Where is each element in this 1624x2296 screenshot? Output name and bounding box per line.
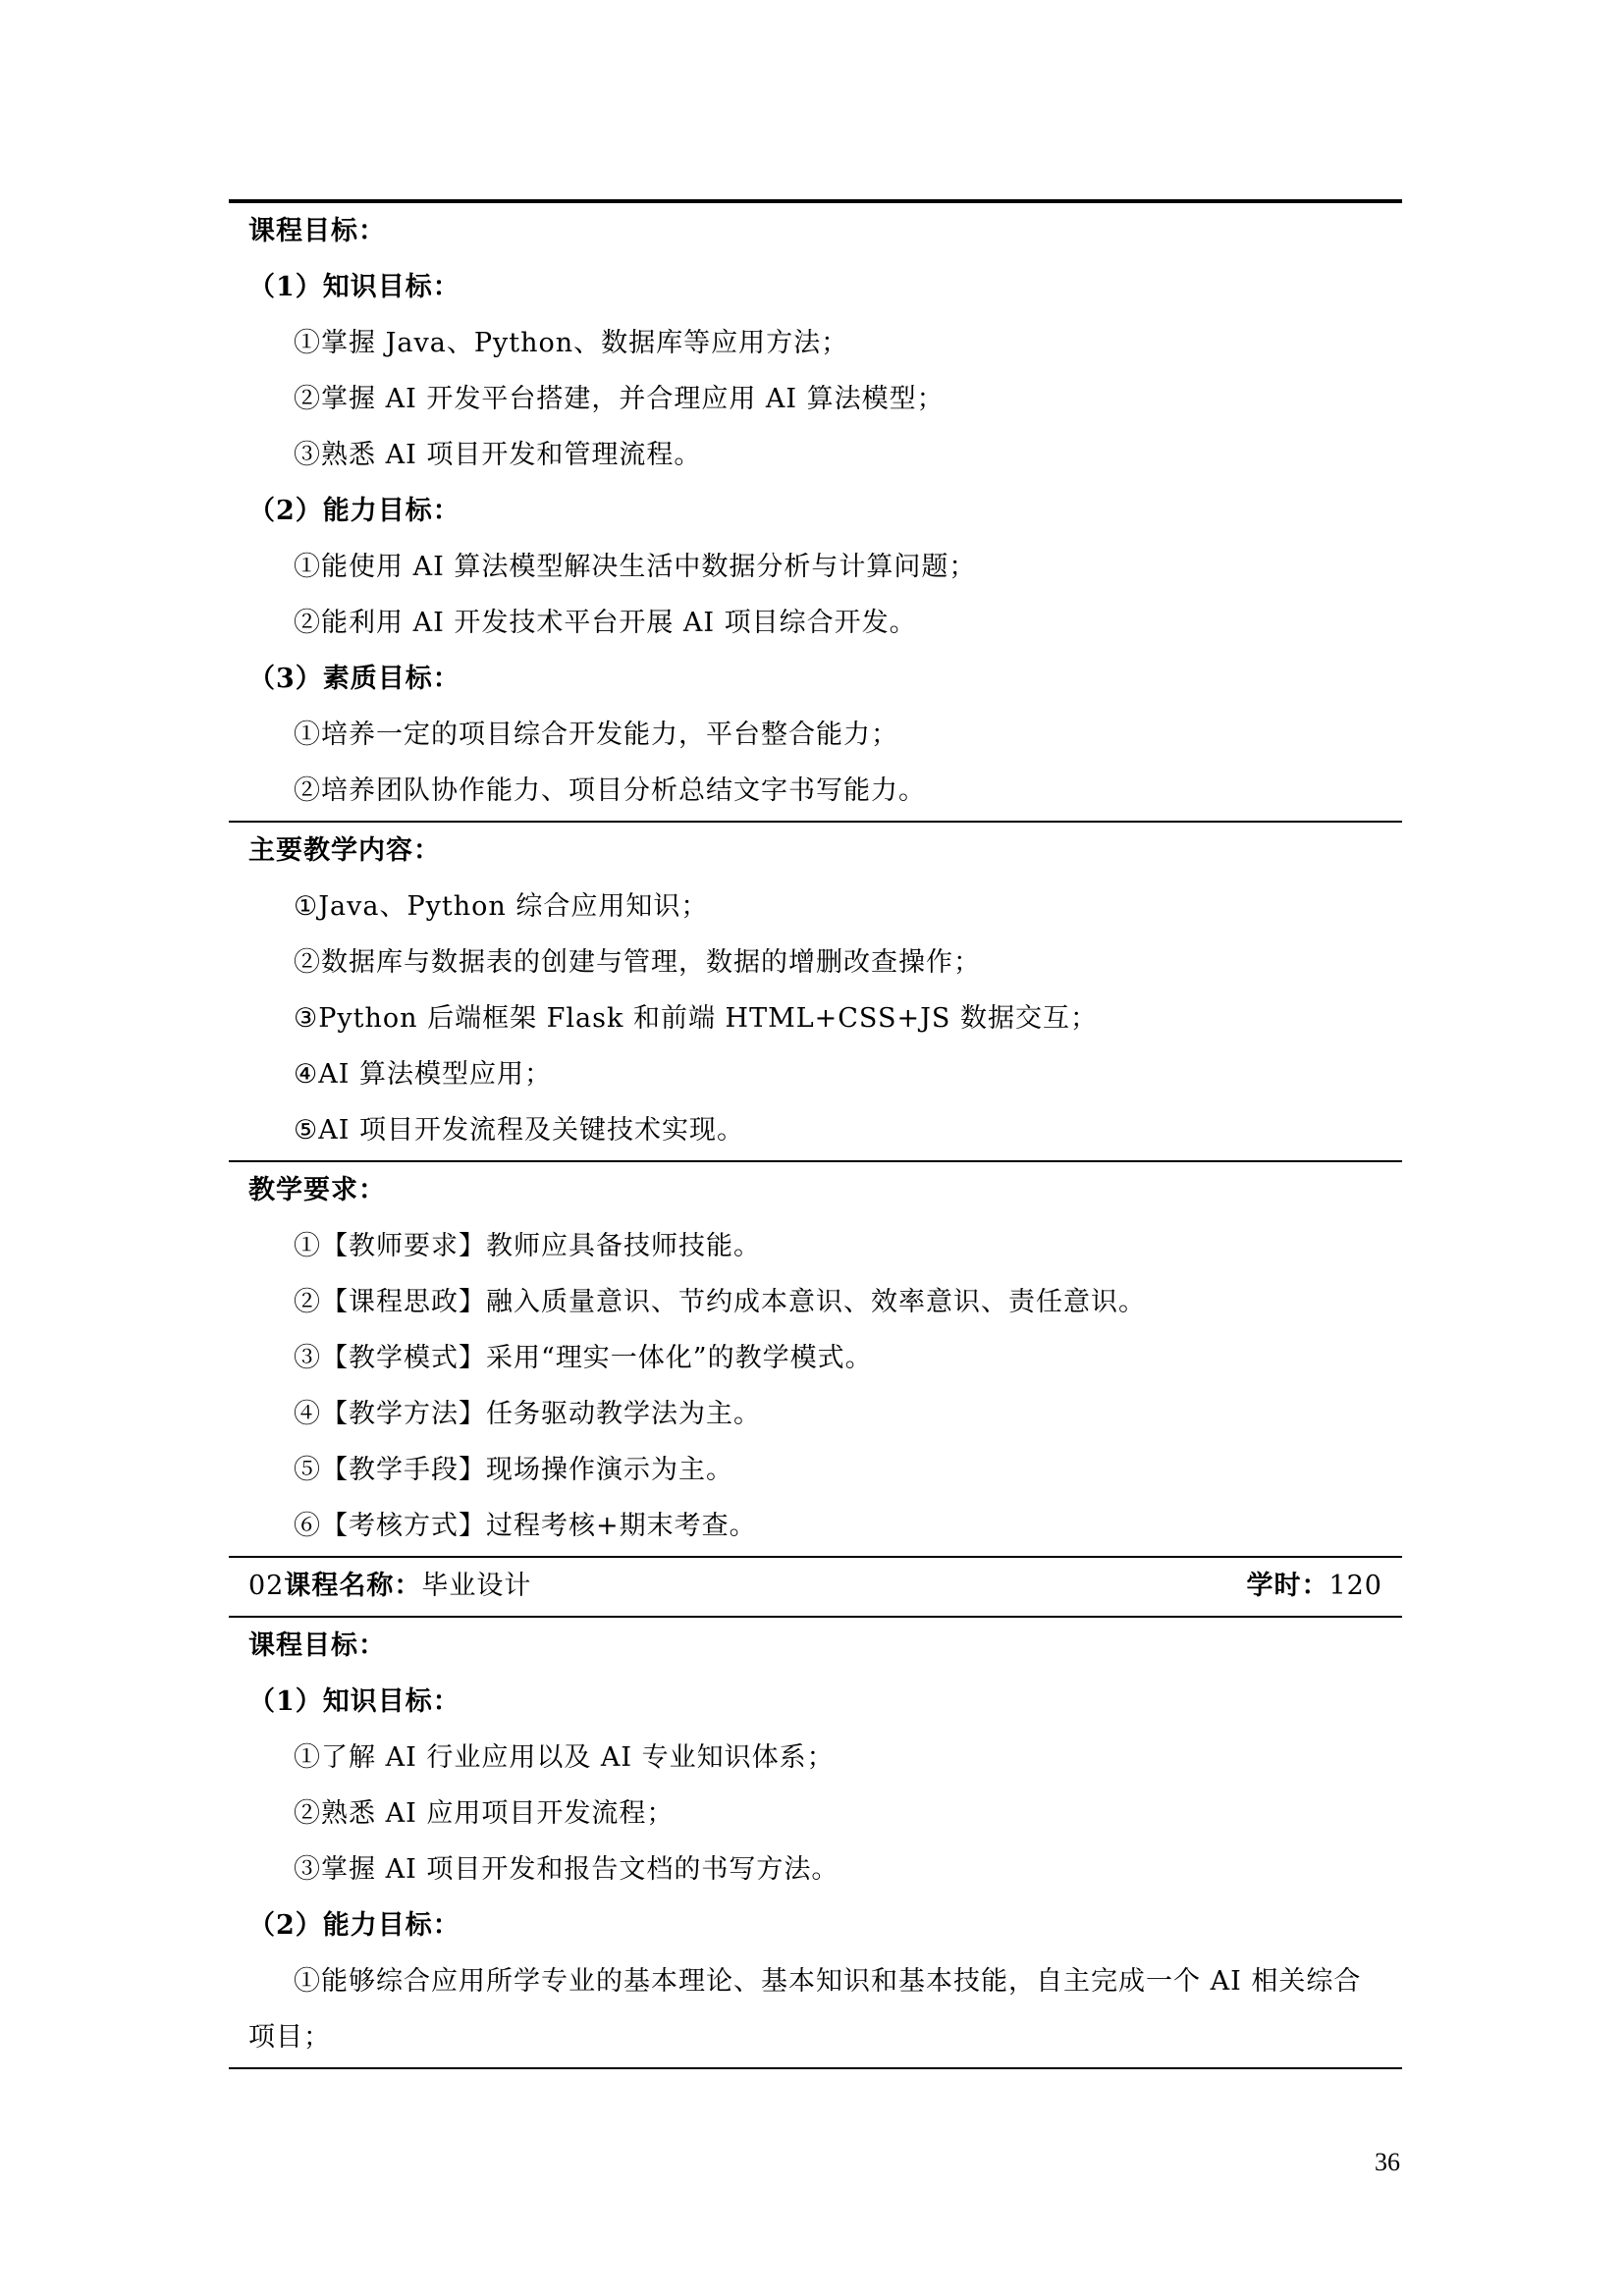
list-item: ②数据库与数据表的创建与管理，数据的增删改查操作； — [294, 947, 981, 978]
list-item: ⑤【教学手段】现场操作演示为主。 — [294, 1455, 733, 1485]
list-item: ③掌握 AI 项目开发和报告文档的书写方法。 — [294, 1854, 839, 1885]
course2-hours — [1246, 1558, 1382, 1614]
course2-hours-label: 学时： — [1246, 1571, 1329, 1601]
list-item: ①能使用 AI 算法模型解决生活中数据分析与计算问题； — [294, 552, 977, 582]
list-item: ①了解 AI 行业应用以及 AI 专业知识体系； — [294, 1742, 835, 1773]
list-item: ③Python 后端框架 Flask 和前端 HTML+CSS+JS 数据交互； — [294, 1003, 1098, 1034]
course2-ability-title: （2）能力目标： — [248, 1910, 460, 1941]
list-item: ②熟悉 AI 应用项目开发流程； — [294, 1798, 675, 1829]
course1-goals-title: 课程目标： — [248, 216, 386, 246]
course2-number: 02 — [248, 1571, 285, 1601]
course2-header-row — [229, 1558, 1402, 1618]
course1-content-section — [229, 823, 1402, 1162]
page-number: 36 — [1375, 2148, 1400, 2176]
list-item: ③熟悉 AI 项目开发和管理流程。 — [294, 440, 702, 470]
course2-goals-title: 课程目标： — [248, 1630, 386, 1661]
list-item: ⑥【考核方式】过程考核+期末考查。 — [294, 1511, 757, 1541]
course2-goals-section — [229, 1618, 1402, 2069]
list-item: ②【课程思政】融入质量意识、节约成本意识、效率意识、责任意识。 — [294, 1287, 1146, 1317]
list-item: ⑤AI 项目开发流程及关键技术实现。 — [294, 1115, 744, 1146]
list-item: ①掌握 Java、Python、数据库等应用方法； — [294, 328, 849, 358]
list-item: ④【教学方法】任务驱动教学法为主。 — [294, 1399, 761, 1429]
list-item: ②培养团队协作能力、项目分析总结文字书写能力。 — [294, 775, 926, 806]
list-item: ②掌握 AI 开发平台搭建，并合理应用 AI 算法模型； — [294, 384, 945, 414]
course1-knowledge-title: （1）知识目标： — [248, 272, 460, 302]
course1-requirements-section — [229, 1162, 1402, 1558]
course2-hours-value: 120 — [1328, 1571, 1382, 1601]
course1-quality-title: （3）素质目标： — [248, 664, 460, 694]
course1-content-title: 主要教学内容： — [248, 835, 441, 866]
list-item: ④AI 算法模型应用； — [294, 1059, 552, 1090]
list-item: ②能利用 AI 开发技术平台开展 AI 项目综合开发。 — [294, 608, 917, 638]
course2-name-value: 毕业设计 — [421, 1571, 532, 1601]
course1-goals-section — [229, 203, 1402, 823]
course2-name-label: 课程名称： — [284, 1571, 422, 1601]
list-item: ③【教学模式】采用“理实一体化”的教学模式。 — [294, 1343, 873, 1373]
course-table — [229, 199, 1402, 2069]
course1-requirements-title: 教学要求： — [248, 1175, 386, 1205]
list-item: ①能够综合应用所学专业的基本理论、基本知识和基本技能，自主完成一个 AI 相关综合项目； — [248, 1966, 1362, 2053]
course2-knowledge-title: （1）知识目标： — [248, 1686, 460, 1717]
list-item: ①【教师要求】教师应具备技师技能。 — [294, 1231, 761, 1261]
course2-header-line — [248, 1558, 1382, 1614]
list-item: ①Java、Python 综合应用知识； — [294, 891, 709, 922]
course1-ability-title: （2）能力目标： — [248, 496, 460, 526]
course2-name — [248, 1558, 531, 1614]
list-item: ①培养一定的项目综合开发能力，平台整合能力； — [294, 720, 898, 750]
